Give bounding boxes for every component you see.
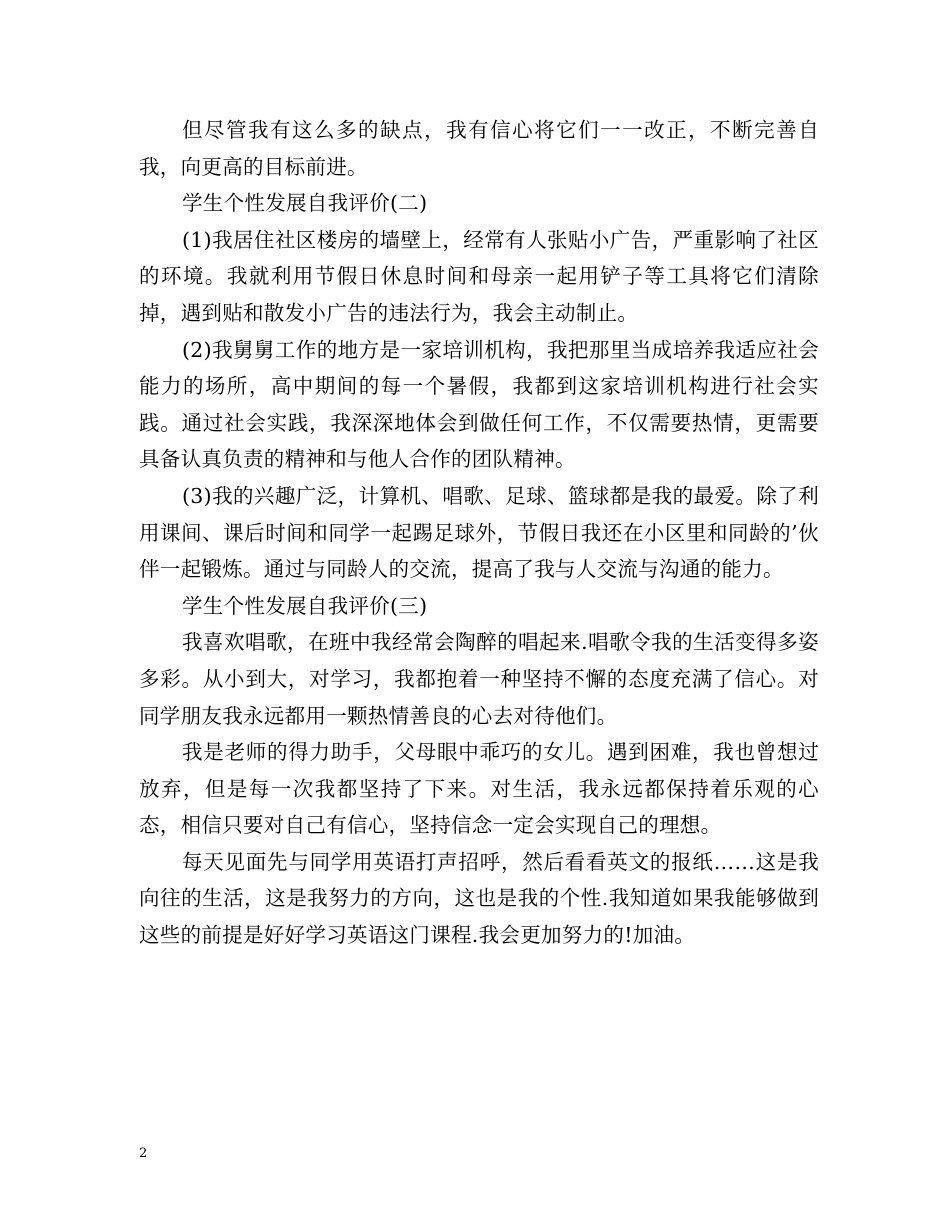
paragraph-closing-remark: 但尽管我有这么多的缺点，我有信心将它们一一改正，不断完善自我，向更高的目标前进。 — [139, 118, 819, 179]
paragraph-singing: 我喜欢唱歌，在班中我经常会陶醉的唱起来.唱歌令我的生活变得多姿多彩。从小到大，对学习，我都抱着一种坚持不懈的态度充满了信心。对同学朋友我永远都用一颗热情善良的心去对待他们。 — [139, 630, 819, 728]
section-heading-two: 学生个性发展自我评价(二) — [182, 191, 428, 216]
paragraph-item-2: (2)我舅舅工作的地方是一家培训机构，我把那里当成培养我适应社会能力的场所，高中期间的每一个暑假，我都到这家培训机构进行社会实践。通过社会实践，我深深地体会到做任何工作，不仅需要热情，更需要具备认真负责的精神和与他人合作的团队精神。 — [139, 337, 819, 472]
paragraph-helper: 我是老师的得力助手，父母眼中乖巧的女儿。遇到困难，我也曾想过放弃，但是每一次我都坚持了下来。对生活，我永远都保持着乐观的心态，相信只要对自己有信心，坚持信念一定会实现自己的理想。 — [139, 740, 819, 838]
page-number: 2 — [139, 1146, 148, 1161]
section-heading-three: 学生个性发展自我评价(三) — [182, 593, 428, 618]
paragraph-item-1: (1)我居住社区楼房的墙壁上，经常有人张贴小广告，严重影响了社区的环境。我就利用节假日休息时间和母亲一起用铲子等工具将它们清除掉，遇到贴和散发小广告的违法行为，我会主动制止。 — [139, 227, 819, 325]
document-body — [139, 112, 819, 954]
paragraph-english: 每天见面先与同学用英语打声招呼，然后看看英文的报纸……这是我向往的生活，这是我努力的方向，这也是我的个性.我知道如果我能够做到这些的前提是好好学习英语这门课程.我会更加努力的!加油。 — [139, 849, 819, 948]
paragraph-item-3: (3)我的兴趣广泛，计算机、唱歌、足球、篮球都是我的最爱。除了利用课间、课后时间和同学一起踢足球外，节假日我还在小区里和同龄的’伙伴一起锻炼。通过与同龄人的交流，提高了我与人交流与沟通的能力。 — [139, 483, 819, 582]
